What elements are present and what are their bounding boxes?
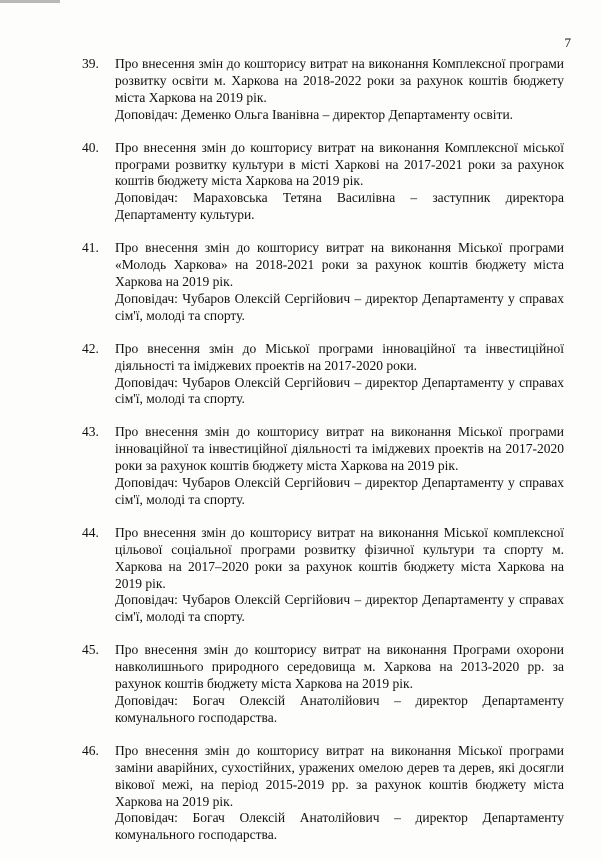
agenda-list bbox=[82, 56, 564, 860]
agenda-item-43 bbox=[82, 424, 564, 509]
agenda-item-44 bbox=[82, 525, 564, 626]
item-number: 45. bbox=[82, 642, 99, 658]
item-title: Про внесення змін до кошторису витрат на виконання Міської програми заміни аварійних, сухостійних, уражених омелою дерев та дерев, які досягли вікової межі, на період 2015-2019 рр. за рахунок коштів бюджету міста Харкова на 2019 рік. bbox=[115, 742, 564, 809]
item-number: 42. bbox=[82, 340, 99, 356]
item-title: Про внесення змін до кошторису витрат на виконання Програми охорони навколишнього природного середовища м. Харкова на 2013-2020 рр. за рахунок коштів бюджету міста Харкова на 2019 рік. bbox=[115, 642, 564, 692]
agenda-item-41 bbox=[82, 240, 564, 325]
page-number: 7 bbox=[564, 35, 571, 50]
item-title: Про внесення змін до кошторису витрат на виконання Комплексної міської програми розвитку культури в місті Харкові на 2017-2021 роки за рахунок коштів бюджету міста Харкова на 2019 рік. bbox=[115, 139, 564, 189]
item-speaker: Доповідач: Мараховська Тетяна Василівна – заступник директора Департаменту культури. bbox=[115, 190, 564, 223]
item-speaker: Доповідач: Чубаров Олексій Сергійович – директор Департаменту у справах сім'ї, молоді та спорту. bbox=[115, 475, 564, 507]
agenda-item-45 bbox=[82, 642, 564, 727]
item-speaker: Доповідач: Богач Олексій Анатолійович – директор Департаменту комунального господарства. bbox=[115, 810, 564, 843]
item-number: 43. bbox=[82, 424, 99, 440]
agenda-item-46 bbox=[82, 743, 564, 844]
agenda-item-42 bbox=[82, 341, 564, 409]
item-number: 40. bbox=[82, 139, 99, 155]
item-number: 41. bbox=[82, 240, 99, 256]
item-speaker: Доповідач: Чубаров Олексій Сергійович – директор Департаменту у справах сім'ї, молоді та спорту. bbox=[115, 290, 564, 323]
item-speaker: Доповідач: Деменко Ольга Іванівна – директор Департаменту освіти. bbox=[115, 106, 514, 122]
scan-edge-mark bbox=[0, 0, 60, 3]
item-speaker: Доповідач: Богач Олексій Анатолійович – директор Департаменту комунального господарства. bbox=[115, 693, 564, 725]
agenda-item-40 bbox=[82, 140, 564, 225]
item-title: Про внесення змін до кошторису витрат на виконання Комплексної програми розвитку освіти м. Харкова на 2018-2022 роки за рахунок коштів бюджету міста Харкова на 2019 рік. bbox=[115, 56, 564, 105]
item-title: Про внесення змін до кошторису витрат на виконання Міської програми «Молодь Харкова» на 2018-2021 роки за рахунок коштів бюджету міста Харкова на 2019 рік. bbox=[115, 240, 564, 289]
item-number: 46. bbox=[82, 742, 99, 758]
agenda-item-39 bbox=[82, 56, 564, 124]
item-speaker: Доповідач: Чубаров Олексій Сергійович – директор Департаменту у справах сім'ї, молоді та спорту. bbox=[115, 374, 564, 407]
item-title: Про внесення змін до кошторису витрат на виконання Міської програми інноваційної та інвестиційної діяльності та іміджевих проектів на 2017-2020 роки за рахунок коштів бюджету міста Харкова на 2019 рік. bbox=[115, 424, 564, 474]
item-number: 44. bbox=[82, 524, 99, 540]
item-title: Про внесення змін до кошторису витрат на виконання Міської комплексної цільової соціальної програми розвитку фізичної культури та спорту м. Харкова на 2017–2020 роки за рахунок коштів бюджету міста Харкова на 2019 рік. bbox=[115, 524, 564, 591]
item-number: 39. bbox=[82, 56, 99, 71]
item-speaker: Доповідач: Чубаров Олексій Сергійович – директор Департаменту у справах сім'ї, молоді та спорту. bbox=[115, 592, 564, 625]
item-title: Про внесення змін до Міської програми інноваційної та інвестиційної діяльності та іміджевих проектів на 2017-2020 роки. bbox=[115, 340, 564, 373]
